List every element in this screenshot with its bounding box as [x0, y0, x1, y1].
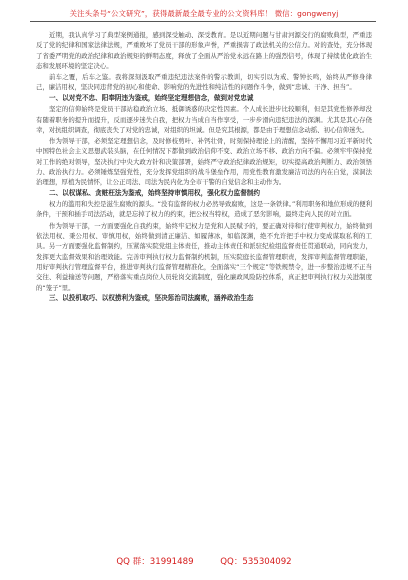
footer-qq: QQ：535304092	[220, 557, 292, 567]
footer-qq-group: QQ 群：31991489	[116, 557, 194, 567]
section-heading-2: 二、以权谋私、贪赃枉法为鉴戒，始终坚持审慎用权，强化权力监督制约	[49, 188, 260, 197]
section-heading-3: 三、以投机取巧、以权捞利为鉴戒，坚决惩治司法腐败，涵养政治生态	[49, 293, 254, 302]
document-body	[36, 30, 372, 304]
footer-contact	[0, 555, 408, 567]
paragraph-5: 权力的滥用和失控是滋生腐败的源头。“没有监督的权力必然导致腐败，这是一条铁律。”利用职务和地位形成的便利条件，干预和插手司法活动，就是忘掉了权力的约束，把公权当特权，造成了恶劣影响，最终走向人民的对立面。	[36, 200, 372, 219]
paragraph-4: 作为领导干部，必须坚定理想信念，及时修枝剪叶、补钙壮骨，时刻保持理论上的清醒，坚持不懈用习近平新时代中国特色社会主义思想武装头脑，在任何情况下都做到政治信仰不变、政治立场不移、政治方向不偏。必须牢牢保持党对工作的绝对领导，坚决执行中央大政方针和决策部署，始终严守政治纪律政治规矩，切实提高政治判断力、政治领悟力、政治执行力。必须锤炼坚强党性，充分发挥党组织的战斗堡垒作用，用党性教育激发廉洁司法的内在自觉，漠洞法治理想，厚植为民情怀，让公正司法、司法为民内化为全市干警的自觉信念和主动作为。	[36, 137, 372, 187]
paragraph-2: 前车之覆，后车之鉴。我将深刻汲取严重违纪违法案件的警示教训，切实引以为戒、警钟长鸣，始终从严修身律己，廉洁用权，坚决同违背党的初心和使命、影响党的先进性和纯洁性的问题作斗争，做到“忠诚、干净、担当”。	[36, 73, 372, 92]
paragraph-1: 近期，我认真学习了典型案例通报，感到深受触动、深受教育。是以近期问题与甘肃河源交行的腐败典型，严重违反了党的纪律和国家法律法规，严重败坏了党员干部的形象声誉，严重损害了政法机关的公信力。对的查处，充分体现了省委严明党的政治纪律和政治规矩的鲜明态度，释放了全面从严治党永远在路上的强烈信号，体现了持续优化政治生态和发展环境的坚定决心。	[36, 31, 372, 70]
section-heading-1: 一、以对党不忠、阳奉阴违为鉴戒，始终坚定理想信念，做到对党忠诚	[49, 93, 254, 102]
header-banner: 关注头条号“公文研究”，获得最新最全最专业的公文资料库！ 微信：gongwenyj	[69, 9, 339, 18]
header-divider	[30, 21, 376, 22]
paragraph-3: 坚定的信仰始终是党员干部站稳政治立场、抵御诱惑的决定性因素。个人成长进步比较顺利，但是其党性修养却没有随着职务的提升而提升，反而逐步迷失自我，把权力当成自当作享受，一步步滑向违纪违法的深渊。尤其是其心存侥幸，对抗组织调查，彻底丧失了对党的忠诚，对组织的坦诚。但是究其根源，都是由于理想信念动摇、初心信仰迷失。	[36, 105, 372, 134]
paragraph-6: 作为领导干部，一方面要强化自我约束，始终牢记权力是党和人民赋予的，要正确对待和行使审判权力，始终做到依法用权、秉公用权、审慎用权，始终做到清正廉洁、如履薄冰，如临深渊，绝不允许把手中权力变成谋取私利的工具。另一方面要强化监督制约，压紧落实院党组主体责任，推动主体责任和派驻纪检组监督责任贯通联动，同向发力，发挥更大监督效果和治理效能。完善审判执行权力监督制约机制，压实院庭长监督管理职责，发挥审判监督管理职能，用好审判执行管理监督平台，推进审判执行监督管理精准化，全面落实“三个规定”等铁规禁令，进一步整治违规不正当交往、利益输送等问题，严格落实重点岗位人员轮岗交流制度，强化廉政风险防控体系，真正把审判执行权力关进制度的“笼子”里。	[36, 221, 372, 292]
